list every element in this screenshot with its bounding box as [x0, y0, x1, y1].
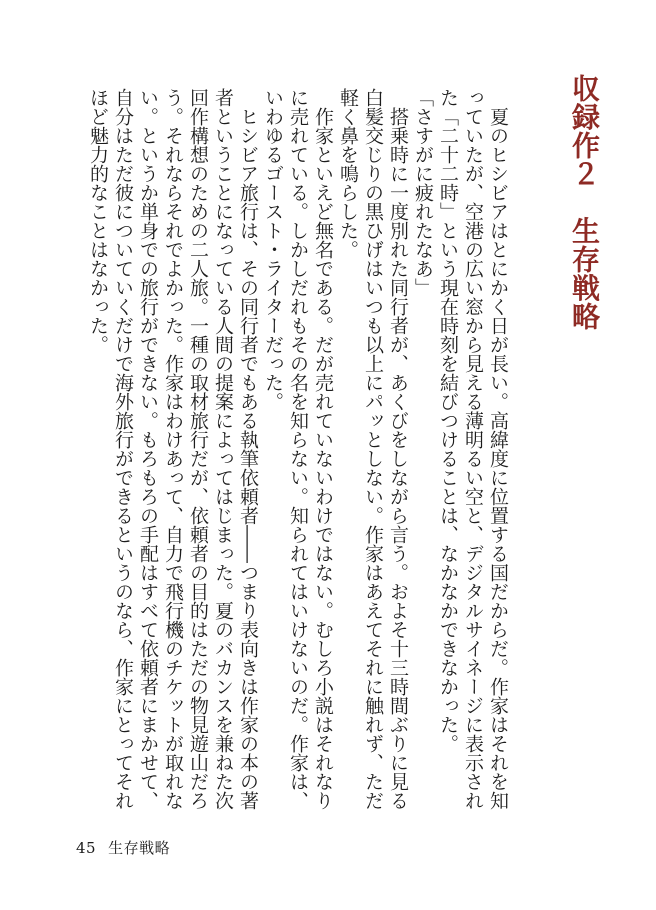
running-title: 生存戦略 — [108, 839, 171, 857]
story-paragraph-4: 作家といえど無名である。だが売れていないわけではない。むしろ小説はそれなりに売れている。しかしだれもその名を知らない。知られてはいけないのだ。作家は、いわゆるゴースト・ライターだった。 — [262, 88, 334, 810]
story-paragraph-1: 夏のヒシビアはとにかく日が長い。高緯度に位置する国だからだ。作家はそれを知っていたが、空港の広い窓から見える薄明るい空と、デジタルサイネージに表示された「二十二時」という現在時刻を結びつけることは、なかなかできなかった。 — [437, 88, 509, 810]
page-footer — [76, 837, 170, 858]
page-number: 45 — [76, 839, 97, 857]
story-paragraph-2: 「さすがに疲れたなあ」 — [412, 88, 434, 297]
story-paragraph-5: ヒシビア旅行は、その同行者でもある執筆依頼者――つまり表向きは作家の本の著者ということになっている人間の提案によってはじまった。夏のバカンスを兼ねた次回作構想のための二人旅。一種の取材旅行だが、依頼者の目的はただの物見遊山だろう。それならそれでよかった。作家はわけあって、自力で飛行機のチケットが取れない。というか単身での旅行ができない。もろもろの手配はすべて依頼者にまかせて、自分はただ彼についていくだけで海外旅行ができるというのなら、作家にとってそれほど魅力的なことはなかった。 — [87, 88, 259, 810]
story-title: 収録作２ 生存戦略 — [568, 74, 601, 331]
story-paragraph-3: 搭乗時に一度別れた同行者が、あくびをしながら言う。およそ十三時間ぶりに見る白髪交じりの黒ひげはいつも以上にパッとしない。作家はあえてそれに触れず、ただ軽く鼻を鳴らした。 — [337, 88, 409, 810]
story-body — [85, 88, 510, 810]
